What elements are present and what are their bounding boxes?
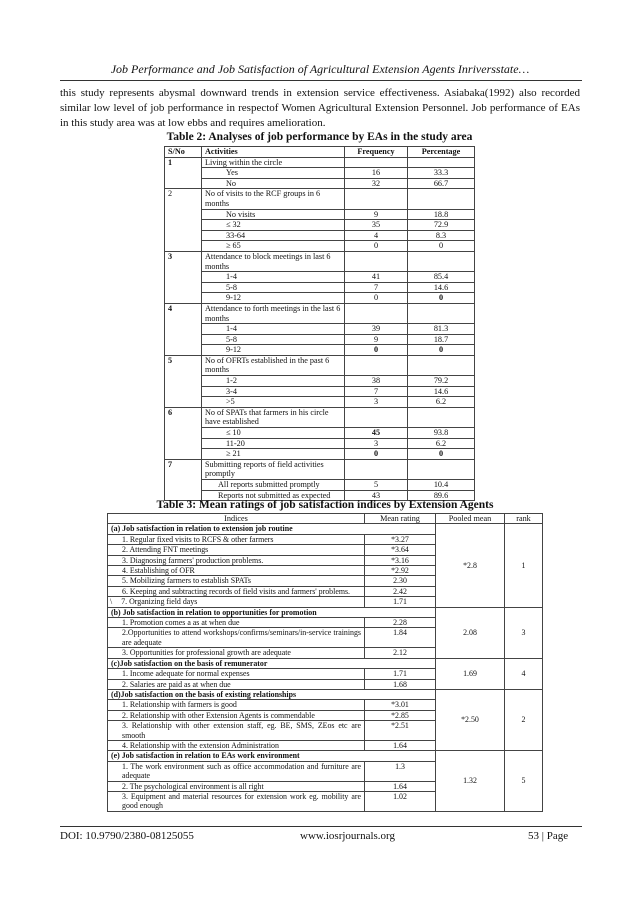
frequency-cell: 32 [345, 178, 408, 189]
row-mark: \ [110, 597, 113, 607]
table3 [107, 513, 543, 812]
table2-option-row [165, 397, 475, 408]
option-label-cell: 5-8 [202, 334, 345, 345]
frequency-cell [345, 303, 408, 323]
mean-rating-cell: 2.30 [365, 576, 436, 586]
col-pooled-mean: Pooled mean [436, 514, 505, 524]
option-label-cell: 33-64 [202, 230, 345, 241]
option-label-cell: All reports submitted promptly [202, 480, 345, 491]
percentage-cell: 81.3 [408, 324, 475, 335]
index-text: 3. Opportunities for professional growth are adequate [122, 648, 291, 658]
table2-option-row [165, 220, 475, 231]
sno-cell: 6 [165, 407, 202, 459]
table2-option-row [165, 324, 475, 335]
table2-group-row [165, 189, 475, 209]
index-text: 4. Relationship with the extension Administration [122, 740, 279, 750]
option-label-cell: 9-12 [202, 345, 345, 356]
percentage-cell [408, 157, 475, 168]
index-cell [108, 586, 365, 596]
sno-cell: 5 [165, 355, 202, 407]
activity-cell: No of SPATs that farmers in his circle have established [202, 407, 345, 427]
mean-rating-cell: 2.42 [365, 586, 436, 596]
table2 [164, 146, 475, 501]
table3-caption: Table 3: Mean ratings of job satisfaction indices by Extension Agents [156, 499, 494, 511]
mean-rating-cell: *3.64 [365, 545, 436, 555]
frequency-cell: 7 [345, 386, 408, 397]
mean-rating-cell: 1.64 [365, 740, 436, 750]
frequency-cell [345, 459, 408, 479]
index-text: 1. The work environment such as office accommodation and furniture are adequate [122, 761, 361, 781]
frequency-cell: 41 [345, 272, 408, 283]
table2-option-row [165, 178, 475, 189]
frequency-cell: 9 [345, 334, 408, 345]
frequency-cell: 3 [345, 438, 408, 449]
activity-cell: No of OFRTs established in the past 6 months [202, 355, 345, 375]
table2-body [165, 157, 475, 501]
table2-option-row [165, 386, 475, 397]
mean-rating-cell: *3.01 [365, 700, 436, 710]
col-frequency: Frequency [345, 147, 408, 158]
index-cell [108, 648, 365, 658]
index-cell [108, 740, 365, 750]
table2-option-row [165, 345, 475, 356]
percentage-cell: 33.3 [408, 168, 475, 179]
activity-cell: No of visits to the RCF groups in 6 months [202, 189, 345, 209]
frequency-cell: 7 [345, 282, 408, 293]
table3-section-row [108, 658, 543, 668]
index-text: 3. Relationship with other extension staff, eg. BE, SMS, ZEos etc are smooth [122, 721, 361, 740]
rank-cell: 2 [505, 689, 543, 750]
index-cell [108, 669, 365, 679]
table2-option-row [165, 449, 475, 460]
section-title: (a) Job satisfaction in relation to extension job routine [108, 524, 436, 534]
percentage-cell [408, 407, 475, 427]
mean-rating-cell: *2.92 [365, 566, 436, 576]
activity-cell: Submitting reports of field activities promptly [202, 459, 345, 479]
table2-option-row [165, 209, 475, 220]
table3-section-row [108, 751, 543, 761]
index-text: 1. Relationship with farmers is good [122, 700, 237, 710]
frequency-cell: 4 [345, 230, 408, 241]
table3-section-row [108, 689, 543, 699]
index-cell [108, 679, 365, 689]
percentage-cell: 93.8 [408, 428, 475, 439]
percentage-cell: 6.2 [408, 397, 475, 408]
option-label-cell: 1-4 [202, 324, 345, 335]
percentage-cell: 6.2 [408, 438, 475, 449]
pooled-mean-cell: 1.32 [436, 751, 505, 811]
percentage-cell [408, 251, 475, 271]
percentage-cell: 18.8 [408, 209, 475, 220]
percentage-cell: 14.6 [408, 386, 475, 397]
intro-paragraph: this study represents abysmal downward trends in extension service effectiveness. Asiabaka(1992) also recorded similar low level of job performance in respectof Women Agricultural Extension Personnel. Job performance of EAs in this study area was at low ebbs and requires amelioration. [60, 87, 580, 129]
sno-cell: 7 [165, 459, 202, 500]
frequency-cell: 0 [345, 241, 408, 252]
section-title: (c)Job satisfaction on the basis of remunerator [108, 658, 436, 668]
table2-option-row [165, 293, 475, 304]
frequency-cell: 0 [345, 293, 408, 304]
table2-option-row [165, 272, 475, 283]
percentage-cell: 0 [408, 293, 475, 304]
table2-option-row [165, 438, 475, 449]
index-text: 1. Regular fixed visits to RCFS & other farmers [122, 534, 274, 544]
mean-rating-cell: 1.71 [365, 597, 436, 607]
rank-cell: 4 [505, 658, 543, 689]
option-label-cell: 9-12 [202, 293, 345, 304]
table3-header-row [108, 514, 543, 524]
mean-rating-cell: 1.64 [365, 781, 436, 791]
frequency-cell [345, 407, 408, 427]
option-label-cell: 1-2 [202, 376, 345, 387]
pooled-mean-cell: *2.8 [436, 524, 505, 607]
percentage-cell: 18.7 [408, 334, 475, 345]
option-label-cell: ≤ 10 [202, 428, 345, 439]
table2-option-row [165, 241, 475, 252]
activity-cell: Living within the circle [202, 157, 345, 168]
mean-rating-cell: *2.51 [365, 721, 436, 741]
index-text: 6. Keeping and subtracting records of field visits and farmers' problems. [122, 586, 350, 596]
index-text: 2. Attending FNT meetings [122, 545, 209, 555]
section-title: (e) Job satisfaction in relation to EAs work environment [108, 751, 436, 761]
percentage-cell [408, 189, 475, 209]
mean-rating-cell: *2.85 [365, 710, 436, 720]
table2-option-row [165, 230, 475, 241]
option-label-cell: >5 [202, 397, 345, 408]
option-label-cell: ≥ 65 [202, 241, 345, 252]
frequency-cell [345, 157, 408, 168]
frequency-cell: 16 [345, 168, 408, 179]
frequency-cell: 5 [345, 480, 408, 491]
frequency-cell: 43 [345, 490, 408, 501]
pooled-mean-cell: 2.08 [436, 607, 505, 658]
sno-cell: 4 [165, 303, 202, 355]
col-sno: S/No [165, 147, 202, 158]
mean-rating-cell: 1.3 [365, 761, 436, 781]
index-cell [108, 545, 365, 555]
table2-group-row [165, 251, 475, 271]
percentage-cell: 0 [408, 345, 475, 356]
index-cell [108, 597, 365, 607]
section-title: (b) Job satisfaction in relation to opportunities for promotion [108, 607, 436, 617]
frequency-cell: 3 [345, 397, 408, 408]
pooled-mean-cell: *2.50 [436, 689, 505, 750]
index-cell [108, 566, 365, 576]
frequency-cell: 45 [345, 428, 408, 439]
percentage-cell: 10.4 [408, 480, 475, 491]
table2-group-row [165, 459, 475, 479]
index-text: 7. Organizing field days [121, 597, 198, 607]
rank-cell: 3 [505, 607, 543, 658]
table2-option-row [165, 282, 475, 293]
pooled-mean-cell: 1.69 [436, 658, 505, 689]
frequency-cell: 9 [345, 209, 408, 220]
mean-rating-cell: 1.71 [365, 669, 436, 679]
frequency-cell [345, 251, 408, 271]
col-percentage: Percentage [408, 147, 475, 158]
table2-group-row [165, 355, 475, 375]
table2-option-row [165, 428, 475, 439]
percentage-cell: 85.4 [408, 272, 475, 283]
percentage-cell [408, 459, 475, 479]
rank-cell: 1 [505, 524, 543, 607]
table2-header-row [165, 147, 475, 158]
mean-rating-cell: *3.27 [365, 534, 436, 544]
percentage-cell: 0 [408, 449, 475, 460]
sno-cell: 2 [165, 189, 202, 252]
percentage-cell [408, 355, 475, 375]
activity-cell: Attendance to block meetings in last 6 months [202, 251, 345, 271]
index-text: 2.Opportunities to attend workshops/confirms/seminars/in-service trainings are adequate [122, 628, 361, 647]
percentage-cell: 72.9 [408, 220, 475, 231]
index-text: 2. Relationship with other Extension Agents is commendable [122, 710, 315, 720]
index-text: 2. Salaries are paid as at when due [122, 679, 231, 689]
col-mean-rating: Mean rating [365, 514, 436, 524]
index-text: 4. Establishing of OFR [122, 566, 195, 576]
index-cell [108, 628, 365, 648]
index-cell [108, 534, 365, 544]
option-label-cell: 1-4 [202, 272, 345, 283]
index-cell [108, 791, 365, 811]
mean-rating-cell: 1.68 [365, 679, 436, 689]
mean-rating-cell: 2.12 [365, 648, 436, 658]
index-text: 1. Promotion comes a as at when due [122, 618, 240, 628]
table3-body [108, 524, 543, 811]
index-cell [108, 576, 365, 586]
footer-page: 53 | Page [528, 830, 569, 842]
frequency-cell: 35 [345, 220, 408, 231]
option-label-cell: ≤ 32 [202, 220, 345, 231]
option-label-cell: Reports not submitted as expected [202, 490, 345, 501]
index-cell [108, 618, 365, 628]
index-text: 1. Income adequate for normal expenses [122, 669, 250, 679]
frequency-cell [345, 355, 408, 375]
header-rule [60, 80, 582, 81]
index-cell [108, 781, 365, 791]
table2-option-row [165, 168, 475, 179]
rank-cell: 5 [505, 751, 543, 811]
option-label-cell: No visits [202, 209, 345, 220]
section-title: (d)Job satisfaction on the basis of existing relationships [108, 689, 436, 699]
index-cell [108, 761, 365, 781]
percentage-cell: 89.6 [408, 490, 475, 501]
col-indices: Indices [108, 514, 365, 524]
option-label-cell: No [202, 178, 345, 189]
option-label-cell: 3-4 [202, 386, 345, 397]
mean-rating-cell: 1.02 [365, 791, 436, 811]
percentage-cell [408, 303, 475, 323]
percentage-cell: 8.3 [408, 230, 475, 241]
table2-group-row [165, 303, 475, 323]
percentage-cell: 0 [408, 241, 475, 252]
running-header: Job Performance and Job Satisfaction of Agricultural Extension Agents Inriversstate… [110, 62, 530, 76]
table2-group-row [165, 157, 475, 168]
option-label-cell: 5-8 [202, 282, 345, 293]
index-text: 3. Equipment and material resources for extension work eg. mobility are good enough [122, 791, 361, 811]
index-text: 5. Mobilizing farmers to establish SPATs [122, 576, 251, 586]
table2-option-row [165, 480, 475, 491]
mean-rating-cell: 2.28 [365, 618, 436, 628]
frequency-cell [345, 189, 408, 209]
col-rank: rank [505, 514, 543, 524]
table3-section-row [108, 607, 543, 617]
table3-section-row [108, 524, 543, 534]
index-cell [108, 710, 365, 720]
table2-option-row [165, 334, 475, 345]
footer-doi: DOI: 10.9790/2380-08125055 [60, 830, 194, 842]
table2-caption: Table 2: Analyses of job performance by EAs in the study area [166, 131, 473, 143]
option-label-cell: 11-20 [202, 438, 345, 449]
index-text: 2. The psychological environment is all right [122, 781, 264, 791]
activity-cell: Attendance to forth meetings in the last 6 months [202, 303, 345, 323]
percentage-cell: 79.2 [408, 376, 475, 387]
mean-rating-cell: *3.16 [365, 555, 436, 565]
sno-cell: 3 [165, 251, 202, 303]
footer-url: www.iosrjournals.org [300, 830, 396, 842]
frequency-cell: 38 [345, 376, 408, 387]
index-text: 3. Diagnosing farmers' production problems. [122, 555, 264, 565]
option-label-cell: Yes [202, 168, 345, 179]
table2-option-row [165, 376, 475, 387]
table2-group-row [165, 407, 475, 427]
option-label-cell: ≥ 21 [202, 449, 345, 460]
frequency-cell: 0 [345, 449, 408, 460]
sno-cell: 1 [165, 157, 202, 189]
index-cell [108, 700, 365, 710]
percentage-cell: 14.6 [408, 282, 475, 293]
footer-rule [60, 826, 582, 827]
frequency-cell: 39 [345, 324, 408, 335]
mean-rating-cell: 1.84 [365, 628, 436, 648]
index-cell [108, 721, 365, 741]
col-activities: Activities [202, 147, 345, 158]
frequency-cell: 0 [345, 345, 408, 356]
percentage-cell: 66.7 [408, 178, 475, 189]
index-cell [108, 555, 365, 565]
